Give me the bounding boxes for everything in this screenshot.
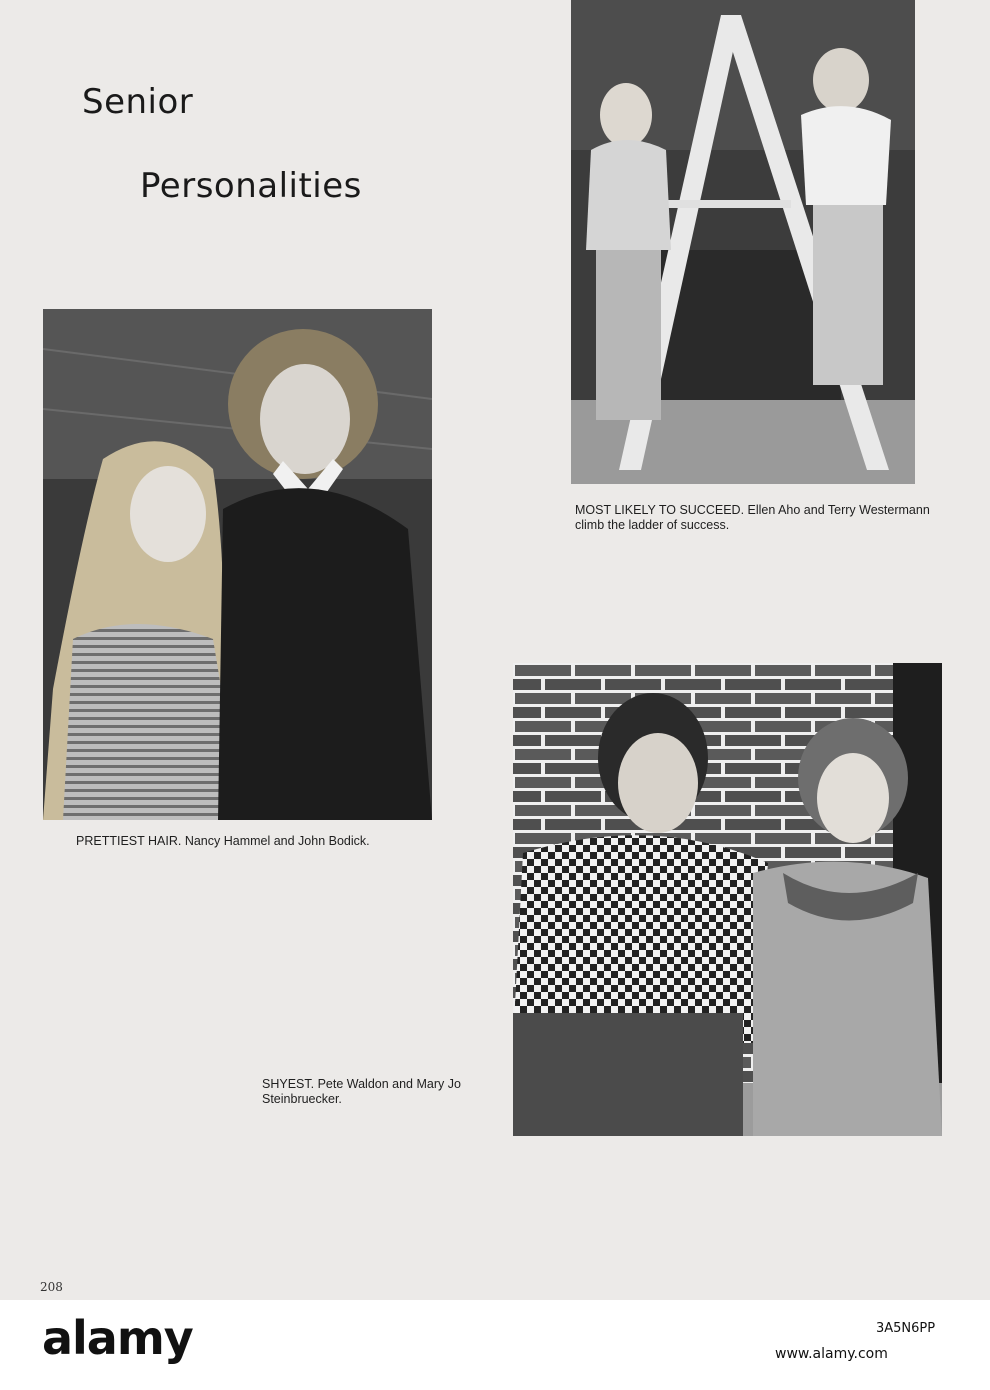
image-id: 3A5N6PP — [876, 1321, 936, 1336]
caption-shyest: SHYEST. Pete Waldon and Mary Jo Steinbruecker. — [262, 1077, 461, 1106]
photo-most-likely-to-succeed — [571, 0, 915, 484]
page-title-line2: Personalities — [140, 166, 362, 206]
page-number: 208 — [40, 1280, 63, 1294]
site-url: www.alamy.com — [775, 1346, 888, 1362]
photo-shyest — [513, 663, 942, 1136]
photo-prettiest-hair — [43, 309, 432, 820]
brand-logo: alamy — [42, 1311, 193, 1365]
caption-prettiest-hair: PRETTIEST HAIR. Nancy Hammel and John Bodick. — [76, 834, 370, 848]
caption-most-likely-to-succeed: MOST LIKELY TO SUCCEED. Ellen Aho and Terry Westermann climb the ladder of success. — [575, 503, 930, 532]
page-title-line1: Senior — [82, 82, 194, 122]
